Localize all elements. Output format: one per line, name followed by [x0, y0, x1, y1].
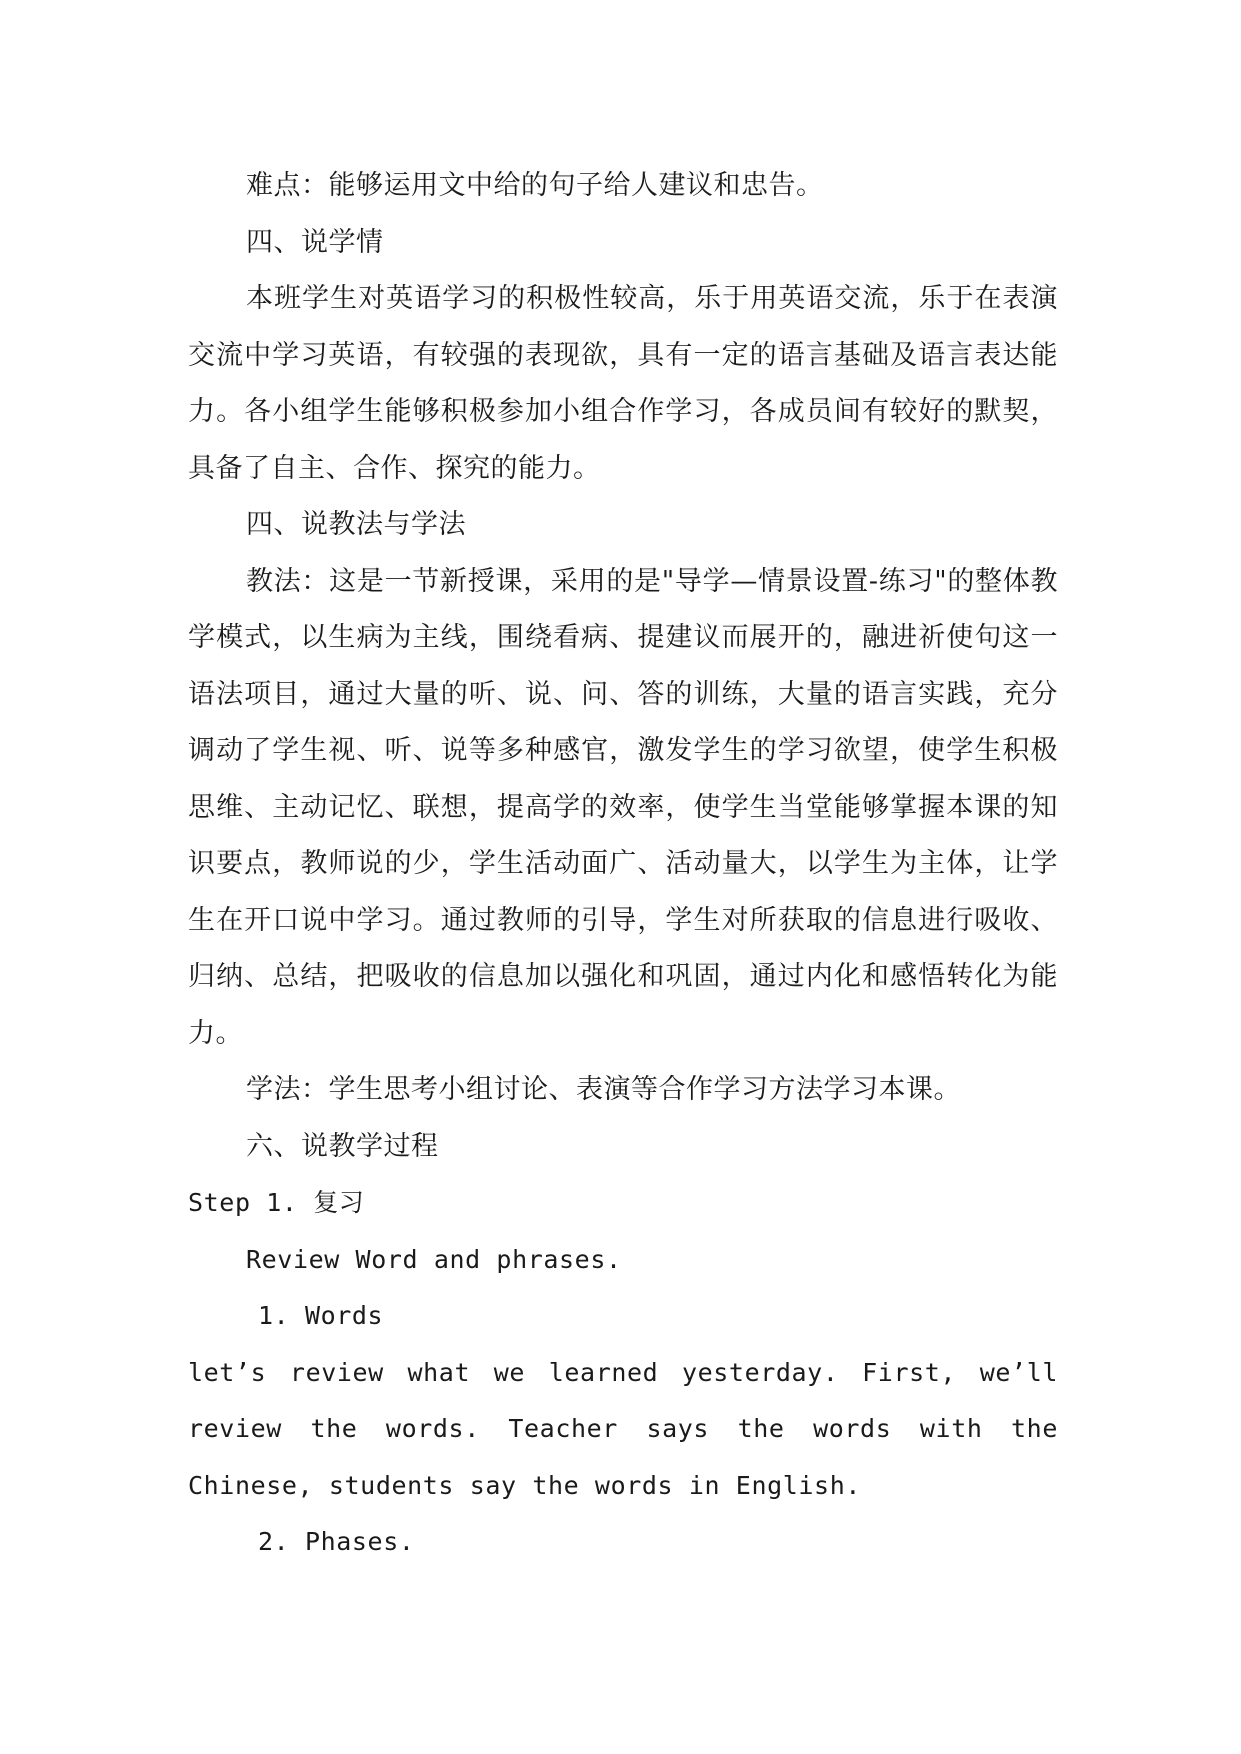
- step-1-heading: Step 1. 复习: [188, 1188, 365, 1217]
- teaching-method-paragraph: 教法：这是一节新授课，采用的是"导学—情景设置-练习"的整体教学模式，以生病为主线，围绕看病、提建议而展开的，融进祈使句这一语法项目，通过大量的听、说、问、答的训练，大量的语言实践，充分调动了学生视、听、说等多种感官，激发学生的学习欲望，使学生积极思维、主动记忆、联想，提高学的效率，使学生当堂能够掌握本课的知识要点，教师说的少，学生活动面广、活动量大，以学生为主体，让学生在开口说中学习。通过教师的引导，学生对所获取的信息进行吸收、归纳、总结，把吸收的信息加以强化和巩固，通过内化和感悟转化为能力。: [188, 565, 1058, 1049]
- section-heading-learning-situation: 四、说学情: [246, 226, 384, 258]
- learning-method-line: 学法：学生思考小组讨论、表演等合作学习方法学习本课。: [246, 1074, 961, 1105]
- document-page: [188, 158, 1058, 1571]
- words-paragraph: let’s review what we learned yesterday. First, we’ll review the words. Teacher says the words with the Chinese, students say the words in English.: [188, 1357, 1058, 1500]
- list-item-words: 1. Words: [258, 1301, 384, 1330]
- section-heading-process: 六、说教学过程: [246, 1130, 439, 1162]
- list-item-phases: 2. Phases.: [258, 1527, 415, 1556]
- review-line: Review Word and phrases.: [246, 1244, 622, 1274]
- difficulty-line: 难点：能够运用文中给的句子给人建议和忠告。: [246, 170, 824, 201]
- section-heading-methods: 四、说教法与学法: [246, 509, 466, 540]
- learning-situation-paragraph: 本班学生对英语学习的积极性较高，乐于用英语交流，乐于在表演交流中学习英语，有较强的表现欲，具有一定的语言基础及语言表达能力。各小组学生能够积极参加小组合作学习，各成员间有较好的默契，具备了自主、合作、探究的能力。: [188, 283, 1058, 484]
